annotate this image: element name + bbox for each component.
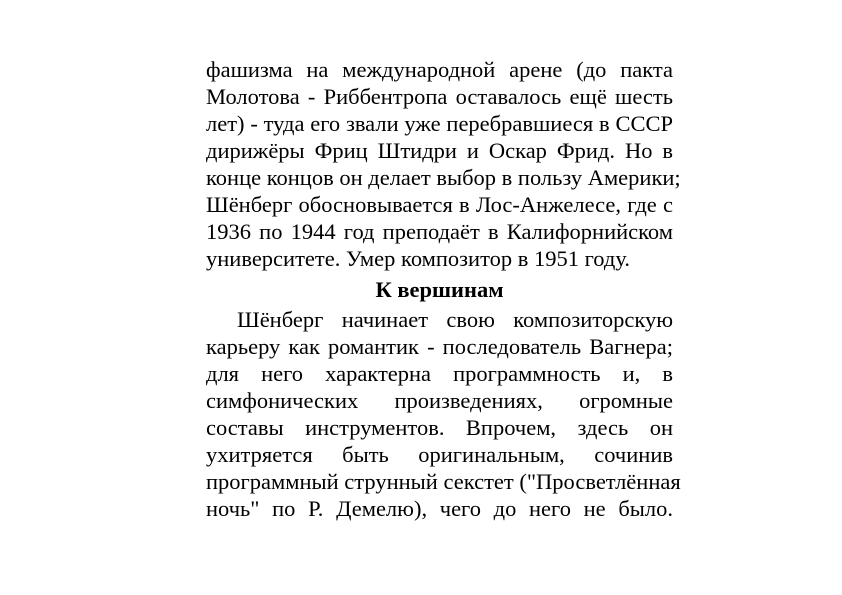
- text-line: Шёнберг обосновывается в Лос-Анжелесе, где с: [206, 192, 673, 217]
- text-line: карьеру как романтик - последователь Вагнера;: [206, 334, 673, 359]
- paragraph-1: [206, 56, 681, 272]
- text-line: Шёнберг начинает свою композиторскую: [237, 307, 673, 332]
- text-line: симфонических произведениях, огромные: [206, 388, 673, 413]
- text-line: лет) - туда его звали уже перебравшиеся в СССР: [206, 111, 673, 136]
- text-line: конце концов он делает выбор в пользу Америки;: [206, 165, 681, 190]
- text-line: ночь" по Р. Демелю), чего до него не было.: [206, 496, 673, 521]
- text-line: составы инструментов. Впрочем, здесь он: [206, 415, 673, 440]
- paragraph-2: [206, 306, 681, 522]
- text-line: программный струнный секстет ("Просветлённая: [206, 469, 681, 494]
- section-heading: К вершинам: [375, 277, 504, 302]
- text-line: университете. Умер композитор в 1951 году.: [206, 246, 630, 271]
- text-line: фашизма на международной арене (до пакта: [206, 57, 673, 82]
- text-line: ухитряется быть оригинальным, сочинив: [206, 442, 673, 467]
- text-line: для него характерна программность и, в: [206, 361, 673, 386]
- text-line: Молотова - Риббентропа оставалось ещё шесть: [206, 84, 673, 109]
- text-line: 1936 по 1944 год преподаёт в Калифорнийском: [206, 219, 673, 244]
- text-line: дирижёры Фриц Штидри и Оскар Фрид. Но в: [206, 138, 673, 163]
- document-page: [206, 56, 681, 522]
